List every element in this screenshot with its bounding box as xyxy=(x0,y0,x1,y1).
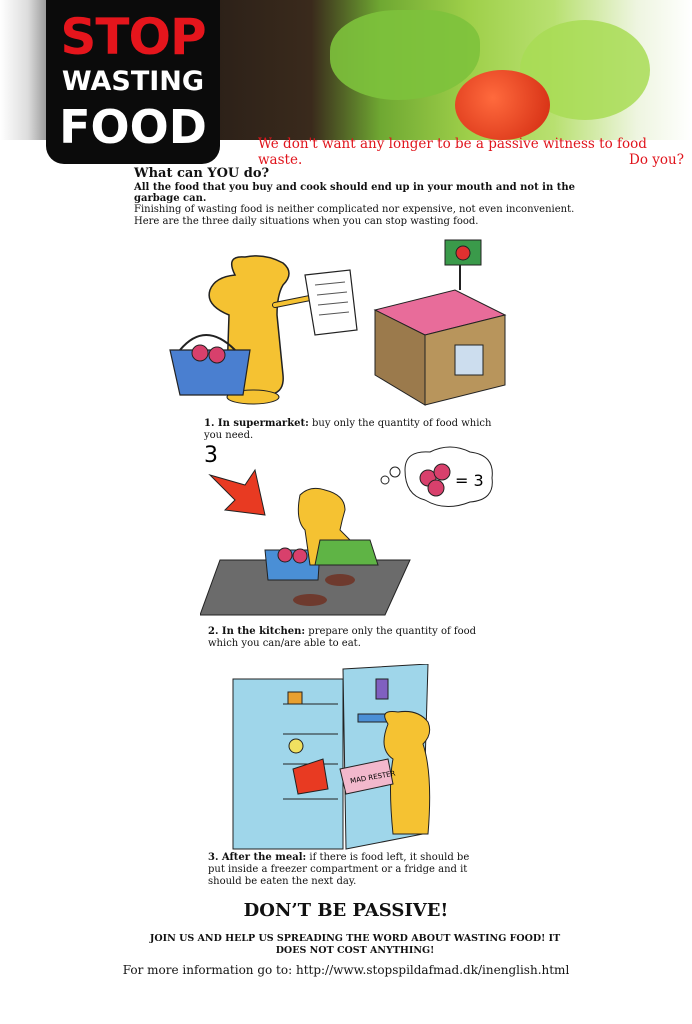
step-1-title: 1. In supermarket: xyxy=(204,418,309,429)
red-arrow xyxy=(210,470,265,515)
dont-be-passive-heading: DON’T BE PASSIVE! xyxy=(243,900,449,921)
box-label: MAD RESTER xyxy=(349,769,397,786)
thought-bubble-dot xyxy=(381,476,389,484)
join-us-text: JOIN US AND HELP US SPREADING THE WORD ABOUT WASTING FOOD! IT DOES NOT COST ANYTHING! xyxy=(149,933,561,956)
food-in-pot xyxy=(293,549,307,563)
thought-food xyxy=(428,480,444,496)
character-with-list xyxy=(170,256,357,404)
tagline: We don't want any longer to be a passive witness to food waste. xyxy=(258,136,647,168)
step-3-text: if there is food left, it should be put inside a freezer compartment or a fridge and it should be eaten the next day. xyxy=(208,852,470,887)
step-1-text: buy only the quantity of food which you need. xyxy=(204,418,492,441)
intro xyxy=(134,166,594,228)
stove-burner xyxy=(293,594,327,606)
thought-food xyxy=(434,464,450,480)
logo-line-3: FOOD xyxy=(59,100,207,154)
produce-stand xyxy=(375,240,505,405)
intro-line-1: Finishing of wasting food is neither complicated nor expensive, not even inconvenient. xyxy=(134,204,575,215)
food-in-pot xyxy=(278,548,292,562)
step-2-text: prepare only the quantity of food which you can/are able to eat. xyxy=(208,626,477,649)
thought-bubble-dot xyxy=(390,467,400,477)
supermarket-illustration xyxy=(165,235,515,415)
logo-line-1: STOP xyxy=(60,8,206,66)
step-2-title: 2. In the kitchen: xyxy=(208,626,306,637)
intro-bold: All the food that you buy and cook should end up in your mouth and not in the garbage can. xyxy=(134,182,575,204)
green-apron xyxy=(315,540,378,565)
intro-heading: What can YOU do? xyxy=(134,166,270,181)
lettuce-leaf xyxy=(330,10,480,100)
step-2-caption xyxy=(208,626,488,650)
logo-line-2: WASTING xyxy=(61,66,205,97)
more-info-link[interactable]: For more information go to: http://www.stopspildafmad.dk/inenglish.html xyxy=(122,963,570,977)
kitchen-illustration xyxy=(200,440,500,620)
tomato xyxy=(455,70,550,140)
logo xyxy=(46,0,220,164)
step-3-title: 3. After the meal: xyxy=(208,852,307,863)
fridge-illustration xyxy=(228,664,458,854)
step-3-caption xyxy=(208,852,488,888)
step-1-caption xyxy=(204,418,494,442)
stove-burner xyxy=(325,574,355,586)
handwritten-number: 3 xyxy=(204,443,218,468)
thought-text: = 3 xyxy=(455,471,484,490)
intro-line-2: Here are the three daily situations when you can stop wasting food. xyxy=(134,216,479,227)
tagline-question: Do you? xyxy=(629,152,684,168)
